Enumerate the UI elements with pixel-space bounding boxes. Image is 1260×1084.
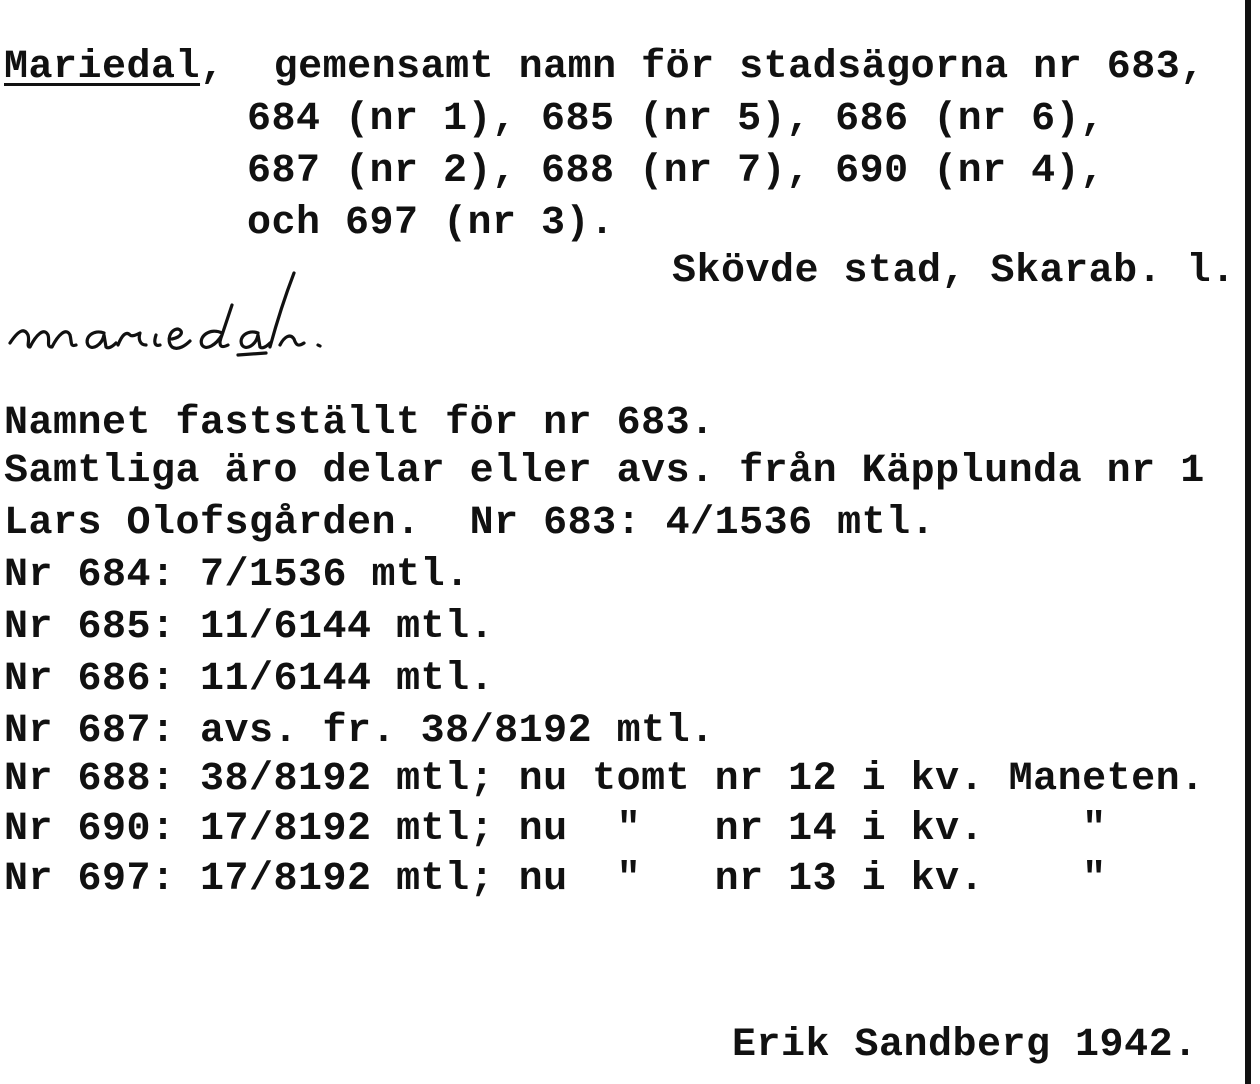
note-line-3: Lars Olofsgården. Nr 683: 4/1536 mtl. xyxy=(4,501,936,546)
place-name-comma: , xyxy=(200,45,225,90)
heading-line-3: 687 (nr 2), 688 (nr 7), 690 (nr 4), xyxy=(247,149,1105,194)
place-name: Mariedal xyxy=(4,45,201,90)
note-line-7: Nr 687: avs. fr. 38/8192 mtl. xyxy=(4,709,715,754)
note-line-8: Nr 688: 38/8192 mtl; nu tomt nr 12 i kv. Maneten. xyxy=(4,757,1205,802)
heading-line-2: 684 (nr 1), 685 (nr 5), 686 (nr 6), xyxy=(247,97,1105,142)
note-line-4: Nr 684: 7/1536 mtl. xyxy=(4,553,470,598)
heading-description: gemensamt namn för stadsägorna nr 683, xyxy=(273,45,1205,90)
note-line-10: Nr 697: 17/8192 mtl; nu " nr 13 i kv. " xyxy=(4,857,1107,902)
heading-line-1 xyxy=(4,44,1205,92)
heading-line-4: och 697 (nr 3). xyxy=(247,201,615,246)
location: Skövde stad, Skarab. l. xyxy=(672,249,1236,294)
note-line-6: Nr 686: 11/6144 mtl. xyxy=(4,657,495,702)
note-line-5: Nr 685: 11/6144 mtl. xyxy=(4,605,495,650)
handwritten-name-drawing xyxy=(0,265,480,365)
note-line-1: Namnet fastställt för nr 683. xyxy=(4,401,715,446)
note-line-2: Samtliga äro delar eller avs. från Käpplunda nr 1 xyxy=(4,449,1205,494)
note-line-9: Nr 690: 17/8192 mtl; nu " nr 14 i kv. " xyxy=(4,807,1107,852)
signature: Erik Sandberg 1942. xyxy=(732,1023,1198,1068)
card-right-edge xyxy=(1245,0,1251,1084)
